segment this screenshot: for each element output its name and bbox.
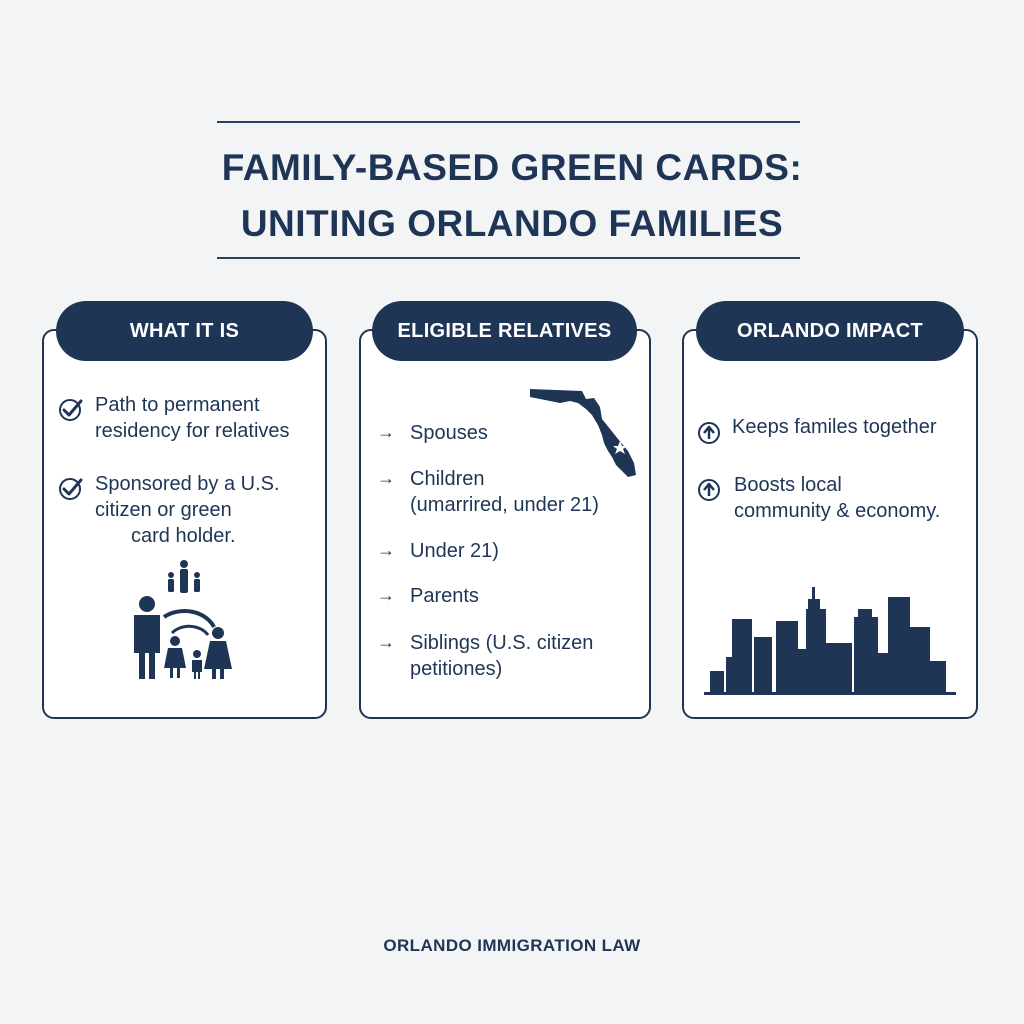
checkmark-icon [58,476,84,502]
card-heading-eligible-relatives: ELIGIBLE RELATIVES [372,301,637,361]
arrow-up-circle-icon [697,478,721,502]
arrow-right-icon: → [377,422,395,442]
list-item: Children (umarrired, under 21) [410,468,599,516]
list-item: Siblings (U.S. citizen petitiones) [410,632,594,680]
arrow-up-circle-icon [697,421,721,445]
city-skyline-icon [704,585,956,697]
list-item: Path to permanent residency for relatives [95,394,290,442]
checkmark-icon [58,397,84,423]
list-item: Parents [410,585,479,607]
title-rule-top [217,121,800,123]
arrow-right-icon: → [377,585,395,605]
card-heading-what-it-is: WHAT IT IS [56,301,313,361]
list-item: Sponsored by a U.S. citizen or green card holder. [95,473,280,547]
arrow-right-icon: → [377,632,395,652]
family-icon [126,555,236,680]
list-item: Keeps familes together [732,416,937,438]
arrow-right-icon: → [377,468,395,488]
title-line-2: UNITING ORLANDO FAMILIES [240,203,784,244]
card-heading-orlando-impact: ORLANDO IMPACT [696,301,964,361]
page-title [140,140,884,252]
footer-brand: ORLANDO IMMIGRATION LAW [383,936,641,955]
title-line-1: FAMILY-BASED GREEN CARDS: [221,147,803,188]
title-rule-bottom [217,257,800,259]
list-item: Boosts local community & economy. [734,474,941,522]
list-item: Spouses [410,422,488,444]
arrow-right-icon: → [377,540,395,560]
list-item: Under 21) [410,540,499,562]
